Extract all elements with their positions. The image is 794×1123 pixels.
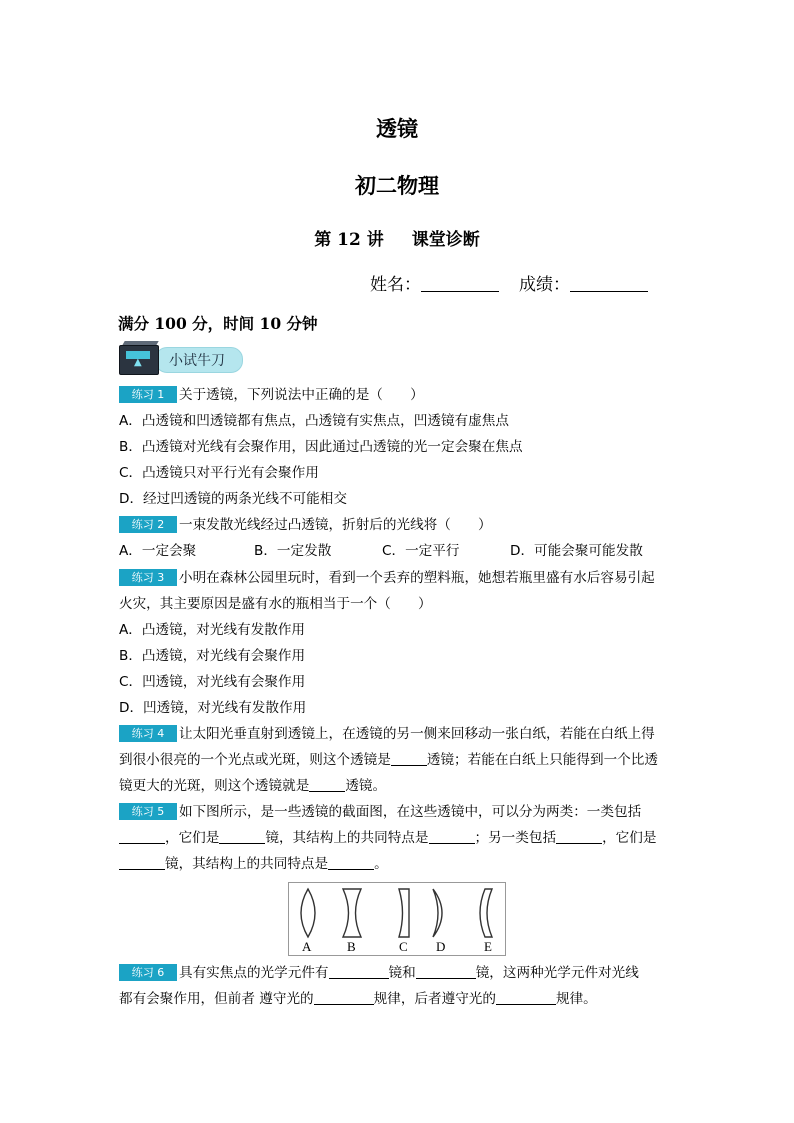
option-a[interactable]: A．一定会聚 xyxy=(119,543,197,559)
question-text: 。 xyxy=(374,856,388,872)
answer-blank[interactable] xyxy=(391,750,427,766)
question-stem: 小明在森林公园里玩时，看到一个丢弃的塑料瓶，她想若瓶里盛有水后容易引起 xyxy=(179,570,655,586)
question-text: 都有会聚作用，但前者 遵守光的 xyxy=(119,991,314,1007)
answer-blank[interactable] xyxy=(328,854,374,870)
question-text: 镜和 xyxy=(388,965,416,981)
lens-d-meniscus xyxy=(433,889,442,937)
name-label: 姓名： xyxy=(370,275,421,295)
question-text: 具有实焦点的光学元件有 xyxy=(179,965,329,981)
answer-blank[interactable] xyxy=(329,963,389,979)
question-tag: 练习 6 xyxy=(119,964,177,981)
question-text: 规律。 xyxy=(555,991,597,1007)
section-label: 小试牛刀 xyxy=(169,353,225,369)
option-b[interactable]: B．一定发散 xyxy=(254,543,332,559)
option-c[interactable]: C．一定平行 xyxy=(382,543,460,559)
lens-a-biconvex xyxy=(301,889,315,937)
question-text: 透镜。 xyxy=(345,778,387,794)
option-d[interactable]: D．可能会聚可能发散 xyxy=(510,543,643,559)
question-3 xyxy=(119,565,679,721)
lens-b-biconcave xyxy=(343,889,361,937)
question-text: 透镜；若能在白纸上只能得到一个比透 xyxy=(426,752,658,768)
question-2 xyxy=(119,512,679,564)
option-c[interactable]: C．凸透镜只对平行光有会聚作用 xyxy=(119,465,319,481)
question-text: 如下图所示，是一些透镜的截面图，在这些透镜中，可以分为两类：一类包括 xyxy=(179,804,642,820)
option-d[interactable]: D．凹透镜，对光线有发散作用 xyxy=(119,700,307,716)
option-a[interactable]: A．凸透镜，对光线有发散作用 xyxy=(119,622,306,638)
question-tag: 练习 2 xyxy=(119,516,177,533)
option-b[interactable]: B．凸透镜对光线有会聚作用，因此通过凸透镜的光一定会聚在焦点 xyxy=(119,439,523,455)
question-1 xyxy=(119,382,679,512)
question-text: ；另一类包括 xyxy=(474,830,557,846)
option-c[interactable]: C．凹透镜，对光线有会聚作用 xyxy=(119,674,306,690)
lesson-number: 第 12 讲 xyxy=(314,230,384,250)
lens-label: B xyxy=(347,939,356,954)
student-info-row xyxy=(370,270,648,295)
question-text: 镜，这两种光学元件对光线 xyxy=(475,965,639,981)
question-tag: 练习 4 xyxy=(119,725,177,742)
lens-label: A xyxy=(302,939,312,954)
question-text: 到很小很亮的一个光点或光斑，则这个透镜是 xyxy=(119,752,391,768)
answer-blank[interactable] xyxy=(119,828,165,844)
question-stem-cont: 火灾，其主要原因是盛有水的瓶相当于一个（ ） xyxy=(119,596,432,612)
answer-blank[interactable] xyxy=(556,828,602,844)
lesson-heading xyxy=(0,225,794,250)
question-text: 镜，其结构上的共同特点是 xyxy=(165,856,329,872)
question-text: 镜，其结构上的共同特点是 xyxy=(265,830,429,846)
answer-blank[interactable] xyxy=(496,989,556,1005)
question-text: 规律，后者遵守光的 xyxy=(373,991,496,1007)
lens-label: C xyxy=(399,939,408,954)
option-b[interactable]: B．凸透镜，对光线有会聚作用 xyxy=(119,648,306,664)
question-stem: 关于透镜，下列说法中正确的是（ ） xyxy=(179,387,424,403)
answer-blank[interactable] xyxy=(309,776,345,792)
answer-blank[interactable] xyxy=(416,963,476,979)
question-text: ，它们是 xyxy=(602,830,657,846)
question-text: 让太阳光垂直射到透镜上，在透镜的另一侧来回移动一张白纸，若能在白纸上得 xyxy=(179,726,655,742)
answer-blank[interactable] xyxy=(314,989,374,1005)
lens-e-meniscus xyxy=(480,889,492,937)
toolbox-icon xyxy=(119,345,159,375)
lens-label: E xyxy=(484,939,492,954)
page-title: 透镜 xyxy=(376,116,418,141)
option-d[interactable]: D．经过凹透镜的两条光线不可能相交 xyxy=(119,491,347,507)
answer-blank[interactable] xyxy=(119,854,165,870)
question-tag: 练习 1 xyxy=(119,386,177,403)
score-field[interactable] xyxy=(570,275,648,292)
question-tag: 练习 5 xyxy=(119,803,177,820)
answer-blank[interactable] xyxy=(219,828,265,844)
lens-label: D xyxy=(436,939,446,954)
score-label: 成绩： xyxy=(519,275,570,295)
section-banner xyxy=(119,341,244,377)
question-6 xyxy=(119,960,679,1012)
lens-c-plano-concave xyxy=(399,889,409,937)
question-stem: 一束发散光线经过凸透镜，折射后的光线将（ ） xyxy=(179,517,492,533)
lesson-type: 课堂诊断 xyxy=(411,230,480,250)
lens-diagram xyxy=(289,883,505,955)
grade-subtitle: 初二物理 xyxy=(355,173,439,198)
question-tag: 练习 3 xyxy=(119,569,177,586)
question-4 xyxy=(119,721,679,799)
name-field[interactable] xyxy=(421,275,499,292)
question-text: 镜更大的光斑，则这个透镜就是 xyxy=(119,778,310,794)
option-a[interactable]: A．凸透镜和凹透镜都有焦点，凸透镜有实焦点，凹透镜有虚焦点 xyxy=(119,413,509,429)
question-text: ，它们是 xyxy=(165,830,220,846)
answer-blank[interactable] xyxy=(429,828,475,844)
lens-figure xyxy=(288,882,506,956)
exam-info: 满分 100 分，时间 10 分钟 xyxy=(118,314,318,333)
question-5 xyxy=(119,799,679,877)
